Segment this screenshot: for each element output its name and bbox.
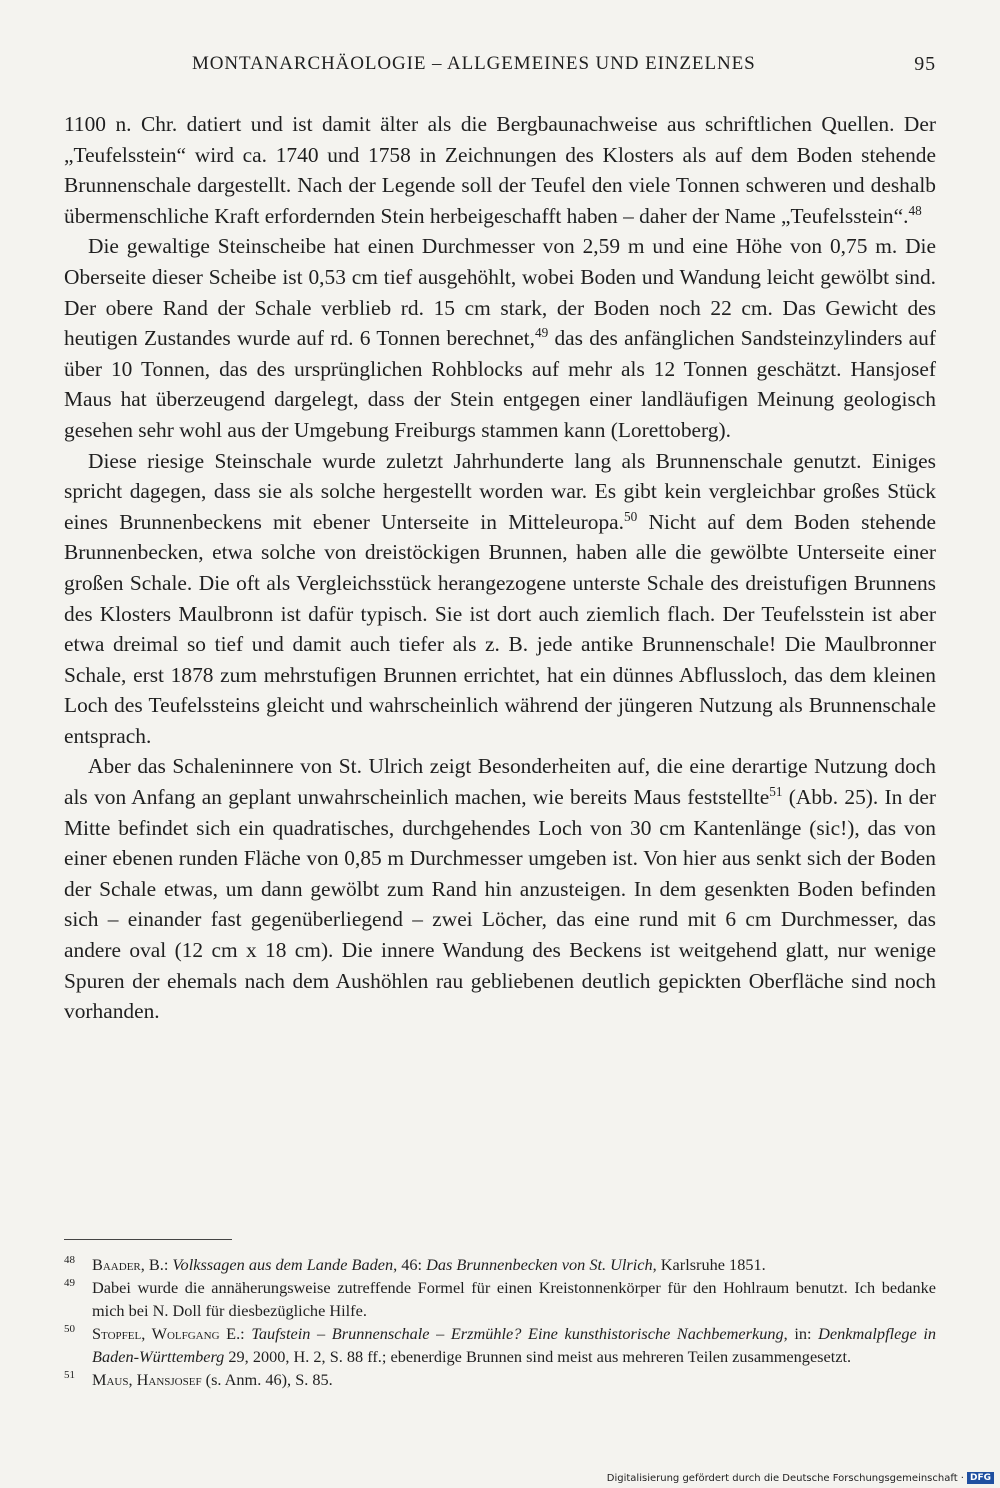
footnote-text: , 46: (393, 1255, 427, 1274)
footnote-ref-51: 51 (769, 783, 783, 799)
footnote-title: Das Brunnenbecken von St. Ulrich (426, 1255, 653, 1274)
footnote-author: Baader, B.: (92, 1255, 169, 1274)
footnote-text: (s. Anm. 46), S. 85. (201, 1370, 333, 1389)
footnote-title: Volkssagen aus dem Lande Baden (172, 1255, 394, 1274)
paragraph-text: Aber das Schaleninnere von St. Ulrich zeigt Besonderheiten auf, die eine derartige Nutzung doch als von Anfang an geplant unwahrscheinlich machen, wie bereits Maus feststellte (64, 754, 936, 810)
main-text (64, 109, 936, 1027)
footnote-ref-49: 49 (534, 325, 549, 341)
paragraph-text: Diese riesige Steinschale wurde zuletzt Jahrhunderte lang als Brunnenschale genutzt. Einiges spricht dagegen, dass sie als solche hergestellt worden war. Es gibt kein vergleichbar großes Stück eines Brunnenbeckens mit ebener Unterseite in Mitteleuropa. (64, 448, 936, 534)
paragraph-text: Nicht auf dem Boden stehende Brunnenbecken, etwa solche von dreistöckigen Brunnen, haben alle die gewölbte Unterseite einer großen Schale. Die oft als Vergleichsstück herangezogene unterste Schale des dreistufigen Brunnens des Klosters Maulbronn ist dafür typisch. Sie ist dort auch ziemlich flach. Der Teufelsstein ist aber etwa dreimal so tief und damit auch tiefer als z. B. jede antike Brunnenschale! Die Maulbronner Schale, erst 1878 zum mehrstufigen Brunnen errichtet, hat ein dünnes Abflussloch, das dem kleinen Loch des Teufelssteins gleicht und wahrscheinlich während der jüngeren Nutzung als Brunnenschale entsprach. (64, 509, 936, 748)
paragraph-text: das des anfänglichen Sandsteinzylinders auf über 10 Tonnen, das des ursprünglichen Rohblocks auf mehr als 12 Tonnen geschätzt. Hansjosef Maus hat überzeugend dargelegt, dass der Stein entgegen einer landläufigen Meinung geologisch gesehen sehr wohl aus der Umgebung Freiburgs stammen kann (Lorettoberg). (64, 326, 936, 442)
footnote-text: , Karlsruhe 1851. (652, 1255, 766, 1274)
page-number: 95 (914, 53, 936, 75)
dfg-logo: DFG (967, 1472, 994, 1484)
credit-text: Digitalisierung gefördert durch die Deutsche Forschungsgemeinschaft · (606, 1472, 964, 1484)
footnote-number: 50 (64, 1323, 75, 1335)
footnote-text: 29, 2000, H. 2, S. 88 ff.; ebenerdige Brunnen sind meist aus mehreren Teilen zusammengesetzt. (224, 1347, 852, 1366)
footnotes (64, 1253, 936, 1391)
paragraph-text: Die gewaltige Steinscheibe hat einen Durchmesser von 2,59 m und eine Höhe von 0,75 m. Die Oberseite dieser Scheibe ist 0,53 cm tief ausgehöhlt, wobei Boden und Wandung leicht gewölbt sind. Der obere Rand der Schale verblieb rd. 15 cm stark, der Boden noch 22 cm. Das Gewicht des heutigen Zustandes wurde auf rd. 6 Tonnen berechnet, (64, 234, 936, 351)
footnote-title: Taufstein – Brunnenschale – Erzmühle? Eine kunsthistorische Nachbemerkung (251, 1324, 784, 1343)
footnote-number: 48 (64, 1254, 75, 1266)
footnote-50 (64, 1322, 936, 1368)
footnote-text: Dabei wurde die annäherungsweise zutreffende Formel für einen Kreistonnenkörper für den Hohlraum benutzt. Ich bedanke mich bei N. Doll für diesbezügliche Hilfe. (92, 1278, 936, 1320)
paragraph-text: 1100 n. Chr. datiert und ist damit älter als die Bergbaunachweise aus schriftlichen Quellen. Der „Teufelsstein“ wird ca. 1740 und 1758 in Zeichnungen des Klosters als auf dem Boden stehende Brunnenschale dargestellt. Nach der Legende soll der Teufel den viele Tonnen schweren und deshalb übermenschliche Kraft erfordernden Stein herbeigeschafft haben – daher der Name „Teufelsstein“. (64, 112, 936, 228)
footnote-text: , in: (783, 1324, 819, 1343)
paragraph-3 (64, 446, 936, 752)
footnote-number: 51 (64, 1369, 75, 1381)
footnote-ref-50: 50 (624, 508, 638, 524)
paragraph-2 (64, 231, 936, 445)
digitization-credit (607, 1472, 994, 1484)
footnote-ref-48: 48 (908, 202, 922, 218)
footnote-number: 49 (64, 1277, 75, 1289)
footnote-48 (64, 1253, 936, 1276)
footnote-author: Stopfel, Wolfgang E.: (92, 1324, 245, 1343)
paragraph-text: (Abb. 25). In der Mitte befindet sich ein quadratisches, durchgehendes Loch von 30 cm Kantenlänge (sic!), das von einer ebenen runden Fläche von 0,85 m Durchmesser umgeben ist. Von hier aus senkt sich der Boden der Schale etwas, um dann gewölbt zum Rand hin anzusteigen. In dem gesenkten Boden befinden sich – einander fast gegenüberliegend – zwei Löcher, das eine rund mit 6 cm Durchmesser, das andere oval (12 cm x 18 cm). Die innere Wandung des Beckens ist weitgehend glatt, nur wenige Spuren der ehemals nach dem Aushöhlen rau gebliebenen deutlich gepickten Oberfläche sind noch vorhanden. (64, 785, 936, 1024)
footnote-divider (64, 1239, 232, 1240)
footnote-51 (64, 1368, 936, 1391)
footnote-title: Denkmalpflege in Baden-Württemberg (92, 1324, 936, 1366)
footnote-49 (64, 1276, 936, 1322)
paragraph-1 (64, 109, 936, 231)
footnote-author: Maus, Hansjosef (92, 1370, 202, 1389)
running-title: MONTANARCHÄOLOGIE – ALLGEMEINES UND EINZELNES (192, 53, 756, 74)
paragraph-4 (64, 751, 936, 1026)
